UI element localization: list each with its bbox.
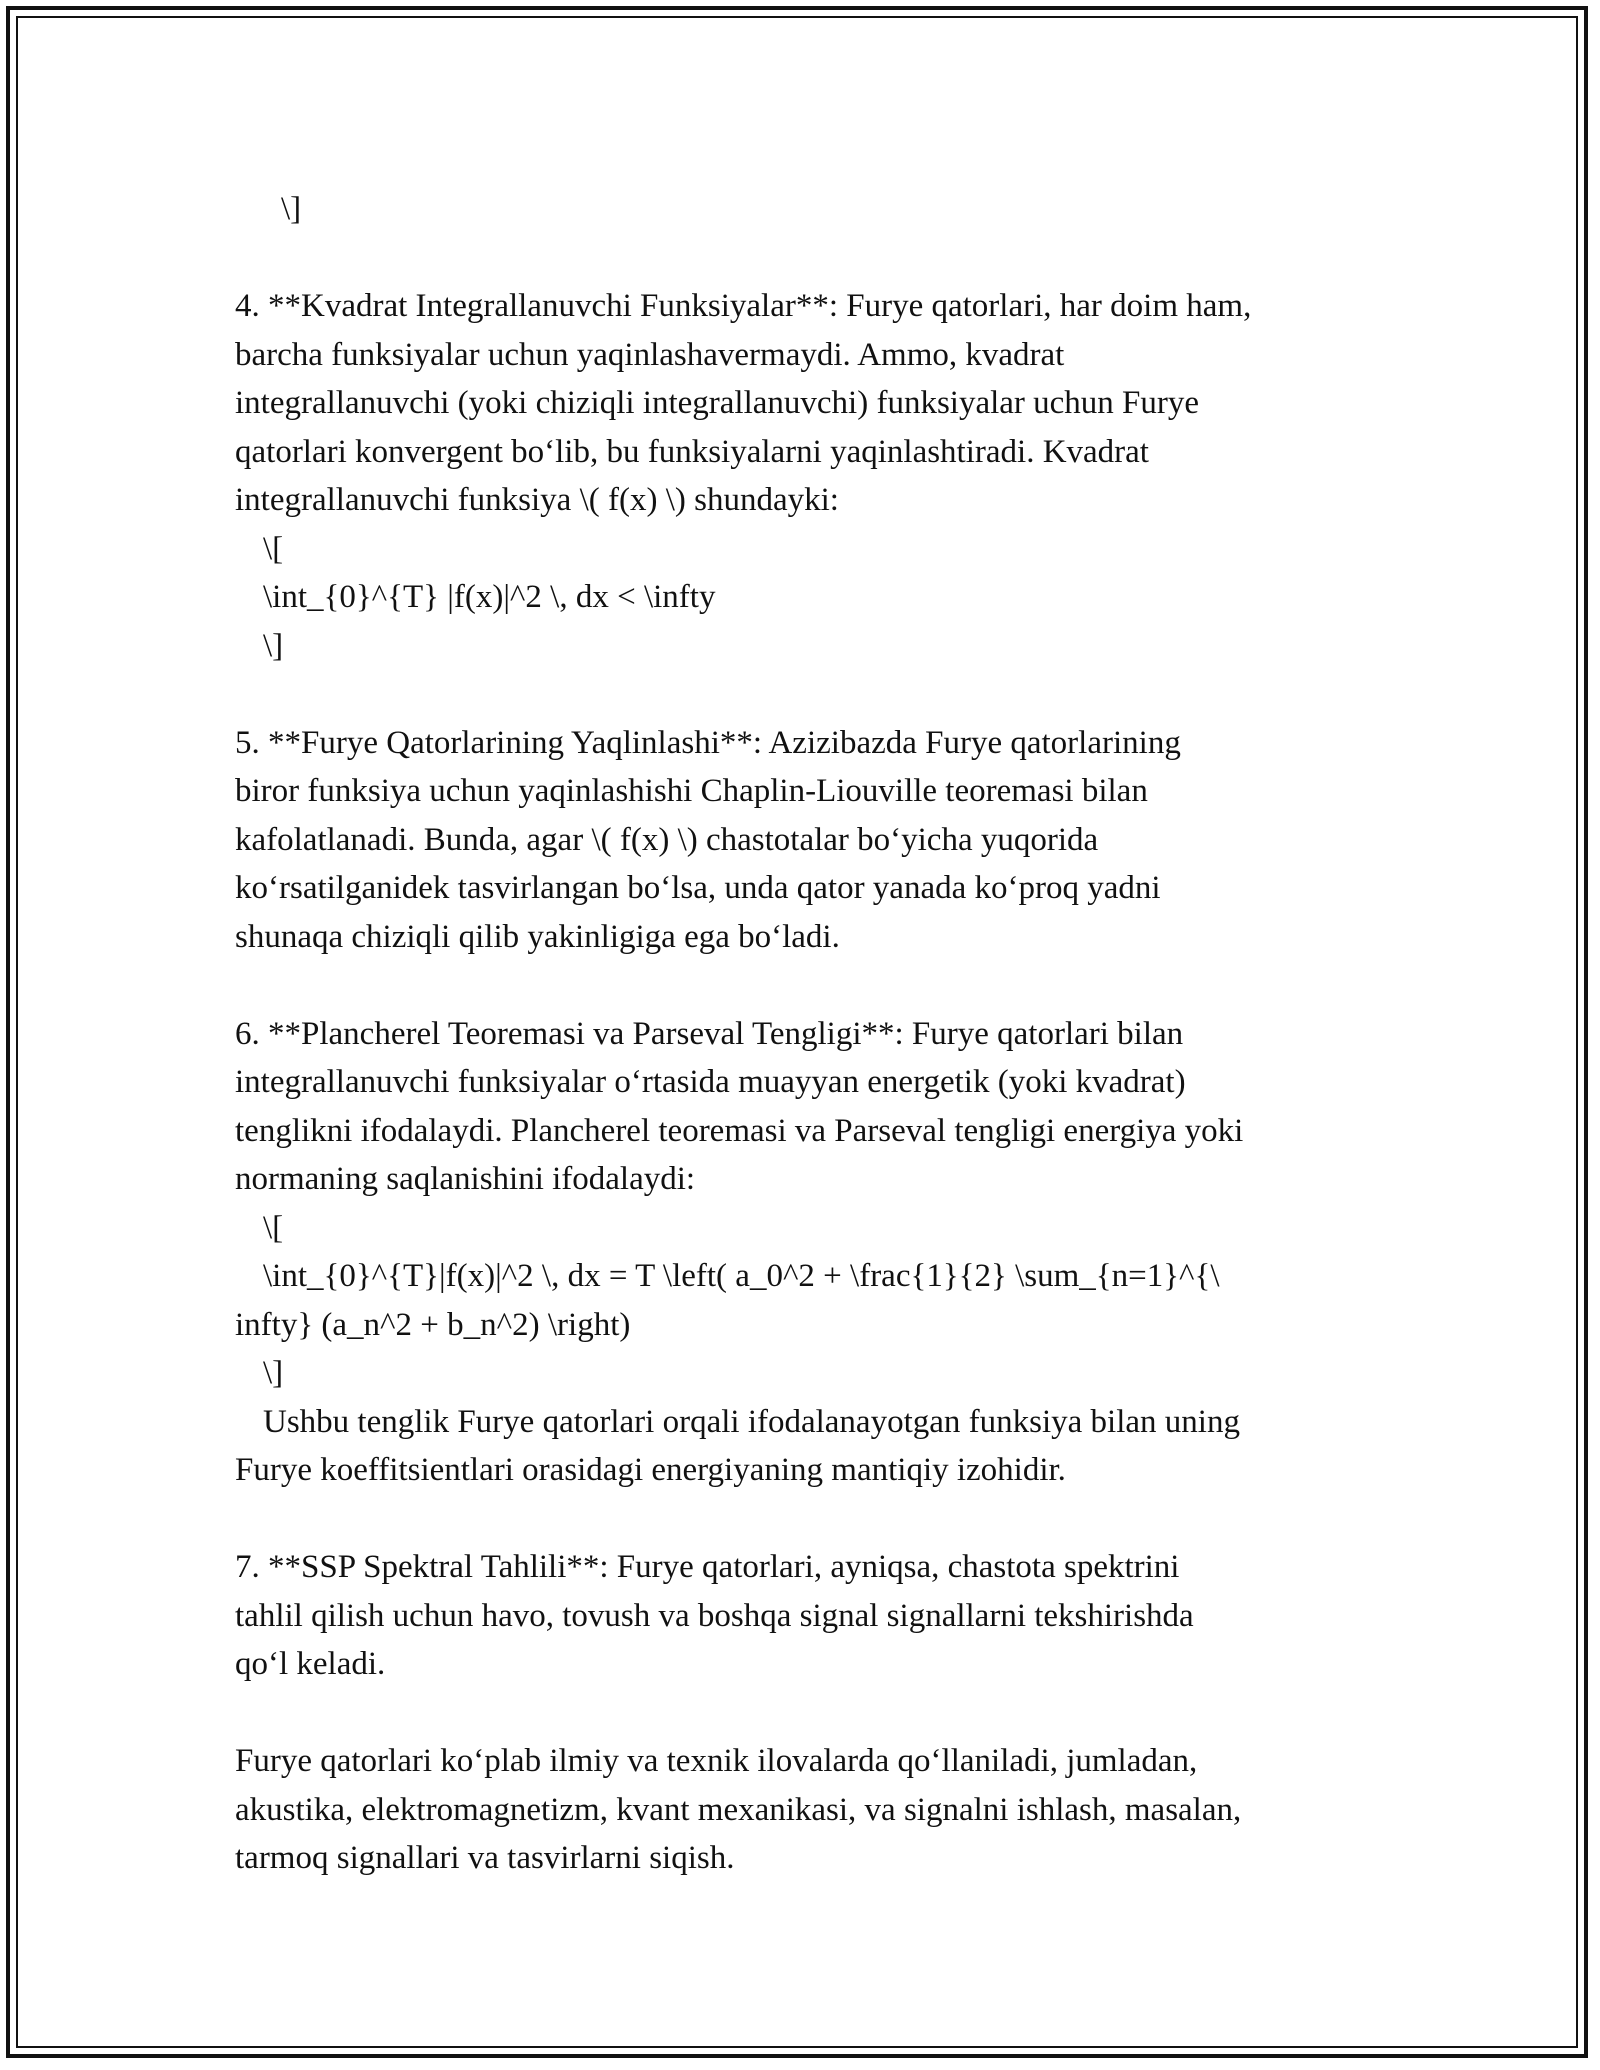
document-body xyxy=(235,185,1375,1883)
paragraph-gap xyxy=(235,1689,1375,1738)
conclusion-line-2: akustika, elektromagnetizm, kvant mexanikasi, va signalni ishlash, masalan, xyxy=(235,1791,1242,1828)
item-4-math-close: \] xyxy=(263,627,284,664)
item-4-line-1: 4. **Kvadrat Integrallanuvchi Funksiyalar**: Furye qatorlari, har doim ham, xyxy=(235,288,1252,324)
item-7-line-3: qo‘l keladi. xyxy=(235,1646,386,1682)
item-6-line-1: 6. **Plancherel Teoremasi va Parseval Tengligi**: Furye qatorlari bilan xyxy=(235,1015,1184,1052)
item-4-line-4: qatorlari konvergent bo‘lib, bu funksiyalarni yaqinlashtiradi. Kvadrat xyxy=(235,433,1149,470)
item-4-math-open: \[ xyxy=(263,530,284,567)
item-5-line-4: ko‘rsatilganidek tasvirlangan bo‘lsa, unda qator yanada ko‘proq yadni xyxy=(235,870,1161,906)
item-6-note-line-2: Furye koeffitsientlari orasidagi energiyaning mantiqiy izohidir. xyxy=(235,1452,1066,1488)
item-6-line-3: tenglikni ifodalaydi. Plancherel teoremasi va Parseval tengligi energiya yoki xyxy=(235,1112,1244,1149)
item-6-line-4: normaning saqlanishini ifodalaydi: xyxy=(235,1161,696,1197)
item-6-math-close: \] xyxy=(263,1355,284,1391)
paragraph-gap xyxy=(235,234,1375,283)
item-4-line-2: barcha funksiyalar uchun yaqinlashavermaydi. Ammo, kvadrat xyxy=(235,336,1065,373)
item-4-line-5: integrallanuvchi funksiya \( f(x) \) shundayki: xyxy=(235,482,839,518)
item-6-math-formula-1: \int_{0}^{T}|f(x)|^2 \, dx = T \left( a_0^2 + \frac{1}{2} \sum_{n=1}^{\ xyxy=(263,1258,1220,1294)
item-5-line-3: kafolatlanadi. Bunda, agar \( f(x) \) chastotalar bo‘yicha yuqorida xyxy=(235,821,1099,858)
item-6-line-2: integrallanuvchi funksiyalar o‘rtasida muayyan energetik (yoki kvadrat) xyxy=(235,1064,1186,1100)
item-6-note-line-1: Ushbu tenglik Furye qatorlari orqali ifodalanayotgan funksiya bilan uning xyxy=(263,1403,1240,1440)
conclusion-line-1: Furye qatorlari ko‘plab ilmiy va texnik ilovalarda qo‘llaniladi, jumladan, xyxy=(235,1743,1198,1779)
item-5-line-2: biror funksiya uchun yaqinlashishi Chaplin-Liouville teoremasi bilan xyxy=(235,773,1148,809)
paragraph-gap xyxy=(235,670,1375,719)
paragraph-gap xyxy=(235,1495,1375,1544)
item-7-line-2: tahlil qilish uchun havo, tovush va boshqa signal signallarni tekshirishda xyxy=(235,1597,1194,1634)
item-5-line-5: shunaqa chiziqli qilib yakinligiga ega bo‘ladi. xyxy=(235,918,840,955)
paragraph-gap xyxy=(235,961,1375,1010)
item-4-line-3: integrallanuvchi (yoki chiziqli integrallanuvchi) funksiyalar uchun Furye xyxy=(235,385,1200,421)
item-6-math-open: \[ xyxy=(263,1209,284,1246)
item-6-math-formula-2: infty} (a_n^2 + b_n^2) \right) xyxy=(235,1306,631,1343)
item-5-line-1: 5. **Furye Qatorlarining Yaqlinlashi**: Azizibazda Furye qatorlarining xyxy=(235,724,1181,761)
conclusion-line-3: tarmoq signallari va tasvirlarni siqish. xyxy=(235,1840,735,1876)
item-4-math-formula: \int_{0}^{T} |f(x)|^2 \, dx < \infty xyxy=(263,579,716,615)
item-7-line-1: 7. **SSP Spektral Tahlili**: Furye qatorlari, ayniqsa, chastota spektrini xyxy=(235,1549,1180,1585)
math-close-bracket: \] xyxy=(281,191,302,227)
